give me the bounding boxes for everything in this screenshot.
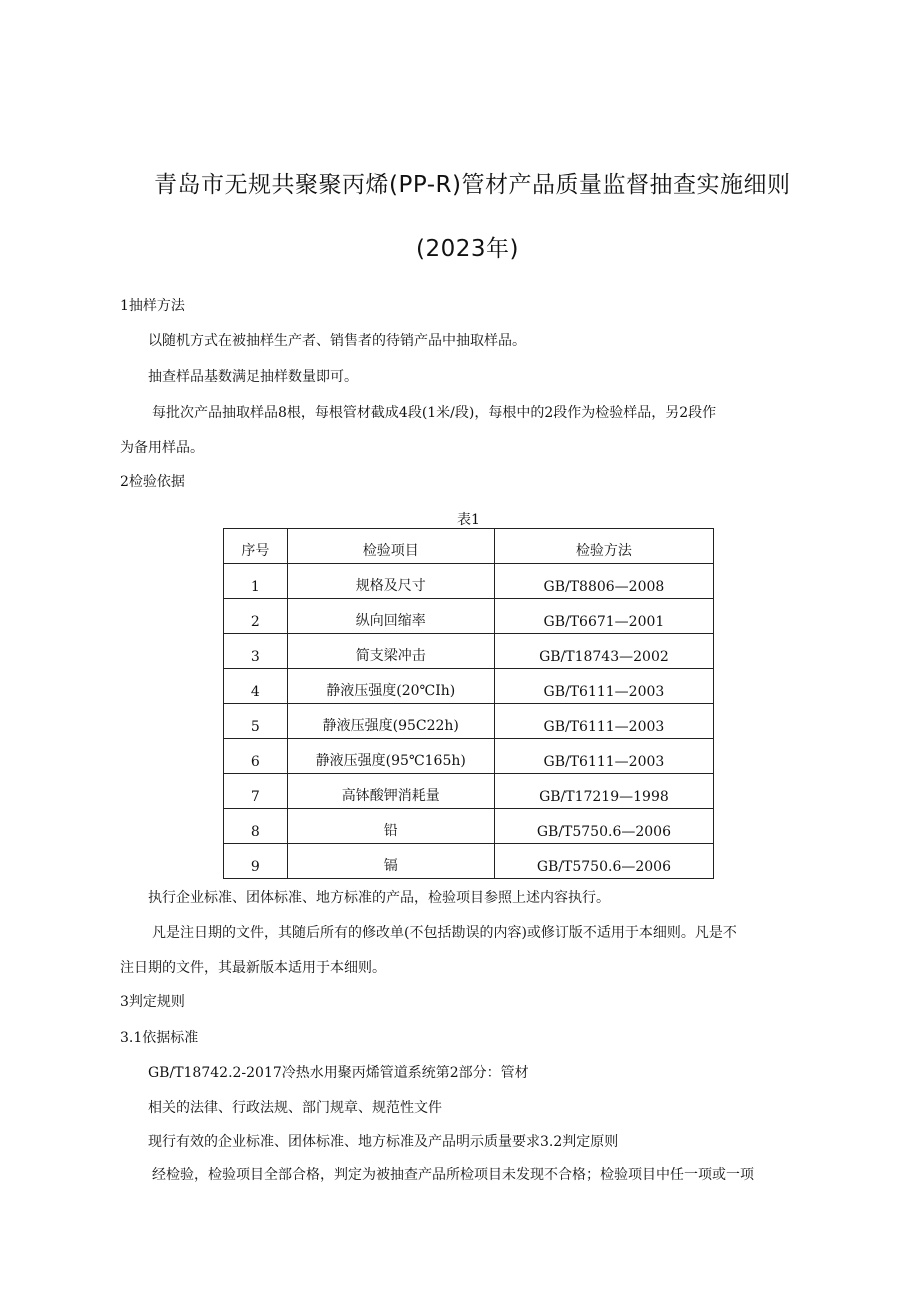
- row-index: 6: [224, 739, 288, 774]
- row-index: 2: [224, 599, 288, 634]
- row-method: GB/T8806—2008: [494, 564, 713, 599]
- inspection-table: [223, 528, 714, 879]
- paragraph: 执行企业标准、团体标准、地方标准的产品，检验项目参照上述内容执行。: [148, 890, 610, 906]
- column-header-item: 检验项目: [287, 529, 494, 564]
- row-method: GB/T5750.6—2006: [494, 809, 713, 844]
- table-row: [224, 844, 714, 879]
- row-index: 5: [224, 704, 288, 739]
- row-index: 8: [224, 809, 288, 844]
- row-item: 静液压强度(95C22h): [287, 704, 494, 739]
- row-item: 铅: [287, 809, 494, 844]
- table-row: [224, 634, 714, 669]
- paragraph: 相关的法律、行政法规、部门规章、规范性文件: [148, 1100, 442, 1116]
- paragraph: 经检验，检验项目全部合格，判定为被抽查产品所检项目未发现不合格；检验项目中任一项或一项: [152, 1167, 754, 1183]
- row-item: 规格及尺寸: [287, 564, 494, 599]
- row-method: GB/T17219—1998: [494, 774, 713, 809]
- paragraph-continued: 注日期的文件，其最新版本适用于本细则。: [120, 960, 386, 976]
- row-item: 简支梁冲击: [287, 634, 494, 669]
- row-index: 1: [224, 564, 288, 599]
- paragraph: 以随机方式在被抽样生产者、销售者的待销产品中抽取样品。: [148, 333, 526, 349]
- section-2-heading: 2检验依据: [120, 474, 185, 490]
- table-row: [224, 669, 714, 704]
- row-item: 高钵酸钾消耗量: [287, 774, 494, 809]
- column-header-method: 检验方法: [494, 529, 713, 564]
- paragraph: 凡是注日期的文件，其随后所有的修改单(不包括勘误的内容)或修订版不适用于本细则。凡是不: [152, 925, 737, 941]
- document-title: 青岛市无规共聚聚丙烯(PP-R)管材产品质量监督抽查实施细则: [154, 172, 791, 198]
- row-method: GB/T6111—2003: [494, 669, 713, 704]
- row-index: 7: [224, 774, 288, 809]
- row-item: 静液压强度(20℃Ih): [287, 669, 494, 704]
- row-item: 镉: [287, 844, 494, 879]
- row-method: GB/T6111—2003: [494, 704, 713, 739]
- row-method: GB/T18743—2002: [494, 634, 713, 669]
- row-method: GB/T5750.6—2006: [494, 844, 713, 879]
- paragraph: 现行有效的企业标准、团体标准、地方标准及产品明示质量要求3.2判定原则: [148, 1134, 619, 1150]
- paragraph-continued: 为备用样品。: [120, 440, 204, 456]
- row-index: 9: [224, 844, 288, 879]
- paragraph: 每批次产品抽取样品8根，每根管材截成4段(1米/段)，每根中的2段作为检验样品，另2段作: [152, 405, 717, 421]
- section-3-1-heading: 3.1依据标准: [120, 1030, 199, 1046]
- column-header-index: 序号: [224, 529, 288, 564]
- row-method: GB/T6671—2001: [494, 599, 713, 634]
- table-row: [224, 739, 714, 774]
- row-index: 4: [224, 669, 288, 704]
- table-row: [224, 774, 714, 809]
- row-item: 纵向回缩率: [287, 599, 494, 634]
- row-item: 静液压强度(95℃165h): [287, 739, 494, 774]
- table-row: [224, 564, 714, 599]
- table-header-row: [224, 529, 714, 564]
- table-row: [224, 704, 714, 739]
- row-method: GB/T6111—2003: [494, 739, 713, 774]
- paragraph: GB/T18742.2-2017冷热水用聚丙烯管道系统第2部分：管材: [148, 1065, 529, 1081]
- table-row: [224, 809, 714, 844]
- paragraph: 抽查样品基数满足抽样数量即可。: [148, 369, 358, 385]
- row-index: 3: [224, 634, 288, 669]
- section-3-heading: 3判定规则: [120, 994, 185, 1010]
- document-subtitle: (2023年): [416, 236, 519, 262]
- section-1-heading: 1抽样方法: [120, 298, 185, 314]
- table-caption: 表1: [457, 512, 480, 528]
- table-row: [224, 599, 714, 634]
